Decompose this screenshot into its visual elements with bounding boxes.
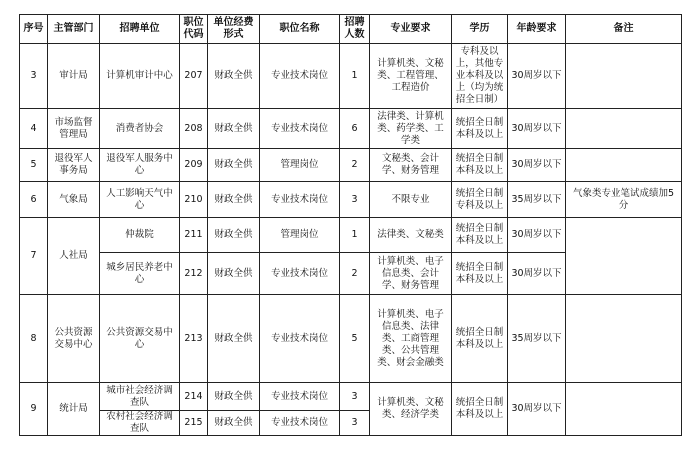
- cell-title: 管理岗位: [260, 149, 340, 182]
- table-row: [20, 182, 682, 218]
- cell-code: 209: [180, 149, 208, 182]
- cell-major: 文秘类、会计学、财务管理: [370, 149, 452, 182]
- cell-fund: 财政全供: [208, 182, 260, 218]
- cell-count: 5: [340, 295, 370, 383]
- cell-fund: 财政全供: [208, 295, 260, 383]
- cell-dept: 退役军人事务局: [48, 149, 100, 182]
- cell-age: 30周岁以下: [508, 44, 566, 109]
- cell-edu: 统招全日制本科及以上: [452, 253, 508, 295]
- header-major: 专业要求: [370, 15, 452, 44]
- cell-age: 30周岁以下: [508, 253, 566, 295]
- cell-no: 3: [20, 44, 48, 109]
- cell-age: 30周岁以下: [508, 109, 566, 149]
- header-count: 招聘人数: [340, 15, 370, 44]
- cell-edu: 统招全日制本科及以上: [452, 149, 508, 182]
- cell-edu: 统招全日制本科及以上: [452, 218, 508, 253]
- cell-title: 管理岗位: [260, 218, 340, 253]
- cell-title: 专业技术岗位: [260, 44, 340, 109]
- header-code: 职位代码: [180, 15, 208, 44]
- cell-code: 215: [180, 411, 208, 436]
- cell-dept: 市场监督管理局: [48, 109, 100, 149]
- cell-title: 专业技术岗位: [260, 295, 340, 383]
- cell-edu: 统招全日制本科及以上: [452, 295, 508, 383]
- cell-major: 计算机类、文秘类、经济学类: [370, 383, 452, 436]
- cell-title: 专业技术岗位: [260, 253, 340, 295]
- cell-count: 3: [340, 182, 370, 218]
- cell-code: 207: [180, 44, 208, 109]
- cell-title: 专业技术岗位: [260, 109, 340, 149]
- cell-fund: 财政全供: [208, 253, 260, 295]
- cell-code: 214: [180, 383, 208, 411]
- cell-major: 法律类、文秘类: [370, 218, 452, 253]
- cell-dept: 统计局: [48, 383, 100, 436]
- recruitment-table: [19, 14, 682, 436]
- cell-count: 1: [340, 44, 370, 109]
- cell-count: 6: [340, 109, 370, 149]
- cell-code: 212: [180, 253, 208, 295]
- header-row: [20, 15, 682, 44]
- cell-unit: 退役军人服务中心: [100, 149, 180, 182]
- cell-major: 计算机类、电子信息类、法律类、工商管理类、公共管理类、财会金融类: [370, 295, 452, 383]
- cell-dept: 公共资源交易中心: [48, 295, 100, 383]
- cell-age: 35周岁以下: [508, 182, 566, 218]
- cell-age: 35周岁以下: [508, 295, 566, 383]
- cell-unit: 仲裁院: [100, 218, 180, 253]
- header-edu: 学历: [452, 15, 508, 44]
- cell-note: [566, 109, 682, 149]
- header-no: 序号: [20, 15, 48, 44]
- cell-no: 7: [20, 218, 48, 295]
- cell-title: 专业技术岗位: [260, 383, 340, 411]
- cell-unit: 城乡居民养老中心: [100, 253, 180, 295]
- table-row: [20, 383, 682, 411]
- table-row: [20, 149, 682, 182]
- cell-note: 气象类专业笔试成绩加5分: [566, 182, 682, 218]
- cell-unit: 城市社会经济调查队: [100, 383, 180, 411]
- header-fund: 单位经费形式: [208, 15, 260, 44]
- cell-no: 9: [20, 383, 48, 436]
- table-row: [20, 218, 682, 253]
- header-dept: 主管部门: [48, 15, 100, 44]
- cell-no: 4: [20, 109, 48, 149]
- header-title: 职位名称: [260, 15, 340, 44]
- cell-age: 30周岁以下: [508, 383, 566, 436]
- cell-code: 211: [180, 218, 208, 253]
- table-row: [20, 44, 682, 109]
- cell-note: [566, 149, 682, 182]
- cell-dept: 审计局: [48, 44, 100, 109]
- cell-note: [566, 383, 682, 436]
- cell-fund: 财政全供: [208, 411, 260, 436]
- cell-major: 计算机类、电子信息类、会计学、财务管理: [370, 253, 452, 295]
- cell-note: [566, 44, 682, 109]
- cell-count: 2: [340, 253, 370, 295]
- cell-unit: 公共资源交易中心: [100, 295, 180, 383]
- cell-no: 8: [20, 295, 48, 383]
- cell-age: 30周岁以下: [508, 218, 566, 253]
- cell-fund: 财政全供: [208, 218, 260, 253]
- cell-fund: 财政全供: [208, 109, 260, 149]
- cell-edu: 专科及以上，其他专业本科及以上（均为统招全日制）: [452, 44, 508, 109]
- cell-fund: 财政全供: [208, 383, 260, 411]
- cell-edu: 统招全日制本科及以上: [452, 383, 508, 436]
- cell-unit: 计算机审计中心: [100, 44, 180, 109]
- cell-title: 专业技术岗位: [260, 182, 340, 218]
- cell-age: 30周岁以下: [508, 149, 566, 182]
- cell-note: [566, 218, 682, 295]
- cell-major: 不限专业: [370, 182, 452, 218]
- cell-count: 3: [340, 411, 370, 436]
- cell-unit: 消费者协会: [100, 109, 180, 149]
- cell-code: 213: [180, 295, 208, 383]
- cell-count: 2: [340, 149, 370, 182]
- cell-major: 计算机类、文秘类、工程管理、工程造价: [370, 44, 452, 109]
- cell-fund: 财政全供: [208, 149, 260, 182]
- cell-edu: 统招全日制本科及以上: [452, 109, 508, 149]
- table-row: [20, 295, 682, 383]
- cell-edu: 统招全日制专科及以上: [452, 182, 508, 218]
- cell-count: 1: [340, 218, 370, 253]
- header-age: 年龄要求: [508, 15, 566, 44]
- cell-no: 6: [20, 182, 48, 218]
- cell-fund: 财政全供: [208, 44, 260, 109]
- cell-dept: 人社局: [48, 218, 100, 295]
- cell-dept: 气象局: [48, 182, 100, 218]
- cell-major: 法律类、计算机类、药学类、工学类: [370, 109, 452, 149]
- cell-no: 5: [20, 149, 48, 182]
- cell-note: [566, 295, 682, 383]
- cell-count: 3: [340, 383, 370, 411]
- cell-unit: 人工影响天气中心: [100, 182, 180, 218]
- table-row: [20, 109, 682, 149]
- cell-unit: 农村社会经济调查队: [100, 411, 180, 436]
- cell-code: 210: [180, 182, 208, 218]
- header-unit: 招聘单位: [100, 15, 180, 44]
- cell-code: 208: [180, 109, 208, 149]
- header-note: 备注: [566, 15, 682, 44]
- cell-title: 专业技术岗位: [260, 411, 340, 436]
